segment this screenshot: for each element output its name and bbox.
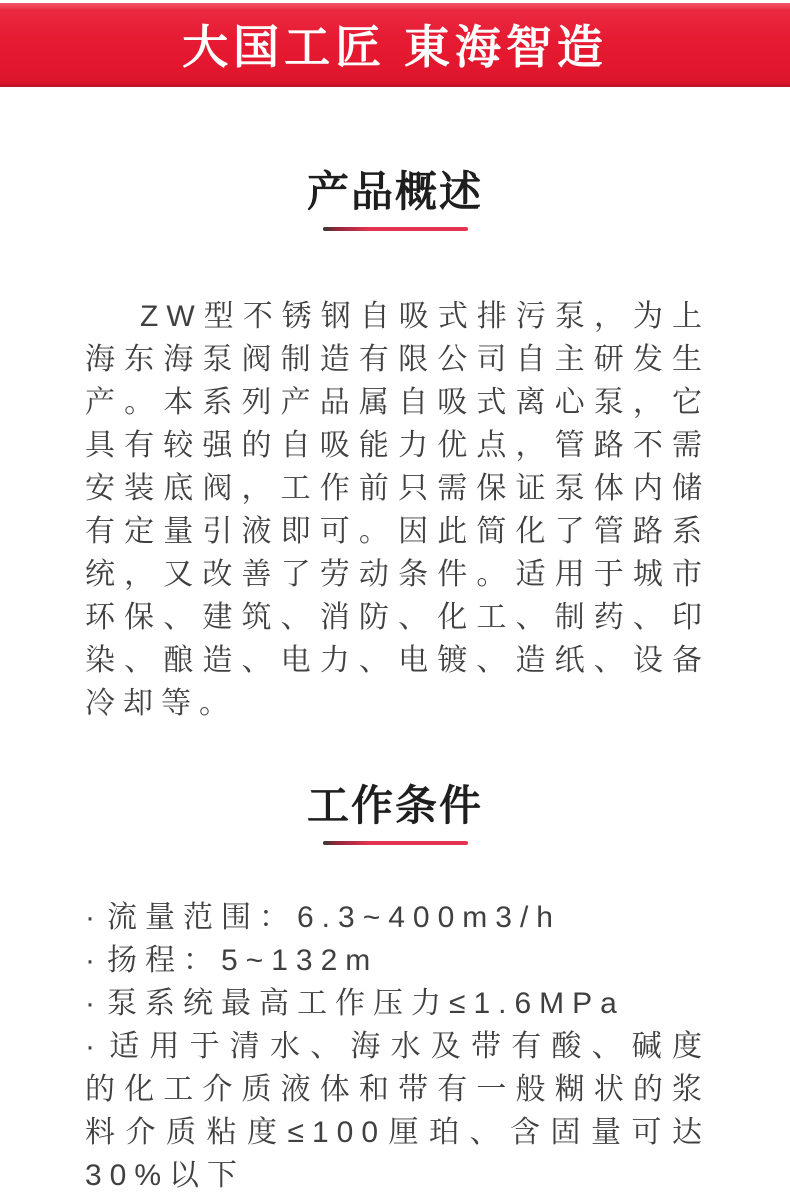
top-banner	[0, 3, 790, 87]
bullet-icon: ·	[85, 987, 95, 1020]
content	[0, 169, 790, 1197]
list-item	[85, 896, 710, 939]
list-item	[85, 982, 710, 1025]
work-conditions-list	[85, 896, 710, 1197]
bullet-text-head-range: 扬程：5~132m	[107, 944, 379, 977]
bullet-icon: ·	[85, 901, 95, 934]
bullet-icon: ·	[85, 944, 95, 977]
overview-heading: 产品概述	[306, 168, 483, 215]
work-conditions-heading-underline	[323, 841, 468, 845]
list-item	[85, 939, 710, 982]
list-item	[85, 1025, 710, 1197]
bullet-text-applicable-media: 适用于清水、海水及带有酸、碱度的化工介质液体和带有一般糊状的浆料介质粘度≤100厘珀、含固量可达30%以下	[85, 1030, 710, 1192]
overview-paragraph: ZW型不锈钢自吸式排污泵，为上海东海泵阀制造有限公司自主研发生产。本系列产品属自吸式离心泵，它具有较强的自吸能力优点，管路不需安装底阀，工作前只需保证泵体内储有定量引液即可。因此简化了管路系统，又改善了劳动条件。适用于城市环保、建筑、消防、化工、制药、印染、酿造、电力、电镀、造纸、设备冷却等。	[85, 300, 710, 720]
banner-title: 大国工匠 東海智造	[182, 20, 608, 73]
section-overview	[0, 169, 790, 725]
bullet-icon: ·	[85, 1030, 95, 1063]
bullet-text-max-pressure: 泵系统最高工作压力≤1.6MPa	[107, 987, 625, 1020]
overview-heading-underline	[323, 227, 468, 231]
work-conditions-heading: 工作条件	[306, 782, 483, 829]
bullet-text-flow-range: 流量范围：6.3~400m3/h	[107, 901, 561, 934]
